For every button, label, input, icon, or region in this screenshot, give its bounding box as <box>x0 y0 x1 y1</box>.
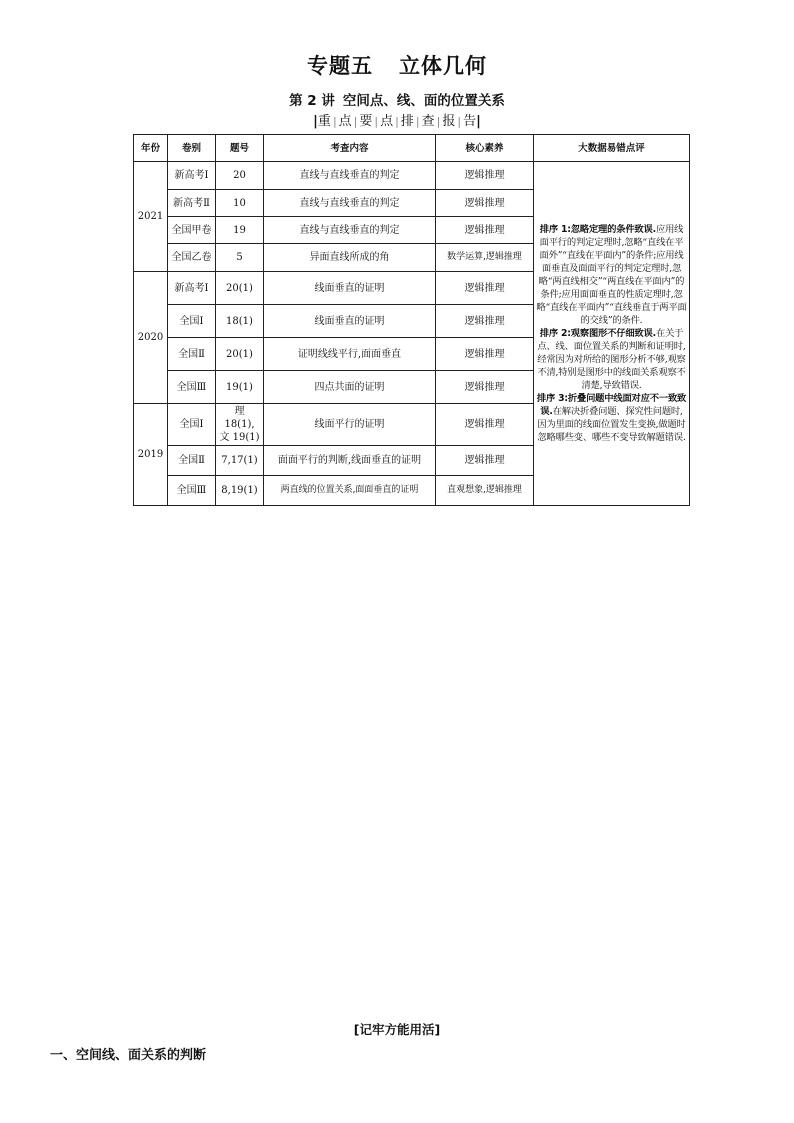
literacy-cell: 逻辑推理 <box>436 305 534 338</box>
literacy-cell: 数学运算,逻辑推理 <box>436 244 534 272</box>
report-char: 告 <box>463 114 477 129</box>
lecture-name: 空间点、线、面的位置关系 <box>342 93 505 109</box>
comment-item3-text: 在解决折叠问题、探究性问题时,因为里面的线面位置发生变换,做题时忽略哪些变、哪些不变导致解题错误. <box>537 406 686 443</box>
header-comment: 大数据易错点评 <box>534 135 690 162</box>
paper-cell: 全国Ⅰ <box>168 305 216 338</box>
year-cell: 2019 <box>134 404 168 506</box>
literacy-cell: 逻辑推理 <box>436 371 534 404</box>
question-cell: 8,19(1) <box>216 476 264 506</box>
paper-cell: 新高考Ⅰ <box>168 272 216 305</box>
question-cell <box>216 404 264 446</box>
question-cell: 20(1) <box>216 272 264 305</box>
comment-item1-title: 排序 1:忽略定理的条件致误. <box>539 224 656 235</box>
literacy-cell: 直观想象,逻辑推理 <box>436 476 534 506</box>
topic-title <box>0 50 794 80</box>
table-row <box>134 162 690 190</box>
content-cell: 线面平行的证明 <box>264 404 436 446</box>
report-char: 要 <box>359 114 373 129</box>
literacy-cell: 逻辑推理 <box>436 446 534 476</box>
header-literacy: 核心素养 <box>436 135 534 162</box>
comment-item2-title: 排序 2:观察图形不仔细致误. <box>539 328 656 339</box>
question-cell: 20(1) <box>216 338 264 371</box>
year-cell: 2020 <box>134 272 168 404</box>
content-cell: 四点共面的证明 <box>264 371 436 404</box>
year-cell: 2021 <box>134 162 168 272</box>
report-char: 重 <box>317 114 331 129</box>
header-year: 年份 <box>134 135 168 162</box>
content-cell: 直线与直线垂直的判定 <box>264 162 436 190</box>
paper-cell: 新高考Ⅱ <box>168 190 216 217</box>
question-cell: 10 <box>216 190 264 217</box>
literacy-cell: 逻辑推理 <box>436 338 534 371</box>
lecture-title <box>0 89 794 109</box>
content-cell: 两直线的位置关系,面面垂直的证明 <box>264 476 436 506</box>
paper-cell: 全国Ⅱ <box>168 446 216 476</box>
question-line: 理 18(1), <box>224 406 255 430</box>
paper-cell: 全国Ⅱ <box>168 338 216 371</box>
comment-item2-text: 在关于点、线、面位置关系的判断和证明时,经常因为对所给的图形分析不够,观察不清,特别是图形中的线面关系观察不清楚,导致错误. <box>537 328 686 391</box>
content-cell: 直线与直线垂直的判定 <box>264 190 436 217</box>
section-heading: 一、空间线、面关系的判断 <box>50 1048 207 1063</box>
header-paper: 卷别 <box>168 135 216 162</box>
error-comment-cell <box>534 162 690 506</box>
literacy-cell: 逻辑推理 <box>436 162 534 190</box>
question-cell: 18(1) <box>216 305 264 338</box>
question-cell: 19(1) <box>216 371 264 404</box>
paper-cell: 全国乙卷 <box>168 244 216 272</box>
content-cell: 线面垂直的证明 <box>264 305 436 338</box>
question-cell: 19 <box>216 217 264 244</box>
content-cell: 面面平行的判断,线面垂直的证明 <box>264 446 436 476</box>
literacy-cell: 逻辑推理 <box>436 404 534 446</box>
content-cell: 线面垂直的证明 <box>264 272 436 305</box>
memo-title: [记牢方能用活] <box>353 1022 441 1037</box>
literacy-cell: 逻辑推理 <box>436 272 534 305</box>
topic-number: 专题五 <box>307 54 373 78</box>
literacy-cell: 逻辑推理 <box>436 190 534 217</box>
lecture-number: 第 2 讲 <box>289 93 335 109</box>
content-cell: 异面直线所成的角 <box>264 244 436 272</box>
literacy-cell: 逻辑推理 <box>436 217 534 244</box>
table-header-row <box>134 135 690 162</box>
report-char: 报 <box>442 114 456 129</box>
report-char: 查 <box>421 114 435 129</box>
question-cell: 20 <box>216 162 264 190</box>
question-line: 文 19(1) <box>219 432 260 443</box>
paper-cell: 新高考Ⅰ <box>168 162 216 190</box>
comment-item3-title: 排序 3:折叠问题中线面对应不一致致误. <box>536 393 687 417</box>
question-cell: 7,17(1) <box>216 446 264 476</box>
report-char: 点 <box>338 114 352 129</box>
report-banner: |重 | 点 | 要 | 点 | 排 | 查 | 报 | 告| <box>313 114 481 129</box>
header-content: 考查内容 <box>264 135 436 162</box>
paper-cell: 全国甲卷 <box>168 217 216 244</box>
exam-analysis-table <box>133 134 690 506</box>
comment-item1-text: 应用线面平行的判定定理时,忽略“直线在平面外”“直线在平面内”的条件;应用线面垂直及面面平行的判定定理时,忽略“两直线相交”“两直线在平面内”的条件;应用面面垂直的性质定理时,忽略“直线在平面内”“直线垂直于两平面的交线”的条件. <box>536 224 687 326</box>
report-char: 排 <box>400 114 414 129</box>
paper-cell: 全国Ⅲ <box>168 371 216 404</box>
report-char: 点 <box>380 114 394 129</box>
content-cell: 证明线线平行,面面垂直 <box>264 338 436 371</box>
content-cell: 直线与直线垂直的判定 <box>264 217 436 244</box>
paper-cell: 全国Ⅰ <box>168 404 216 446</box>
question-cell: 5 <box>216 244 264 272</box>
header-question: 题号 <box>216 135 264 162</box>
topic-name: 立体几何 <box>399 54 487 78</box>
paper-cell: 全国Ⅲ <box>168 476 216 506</box>
